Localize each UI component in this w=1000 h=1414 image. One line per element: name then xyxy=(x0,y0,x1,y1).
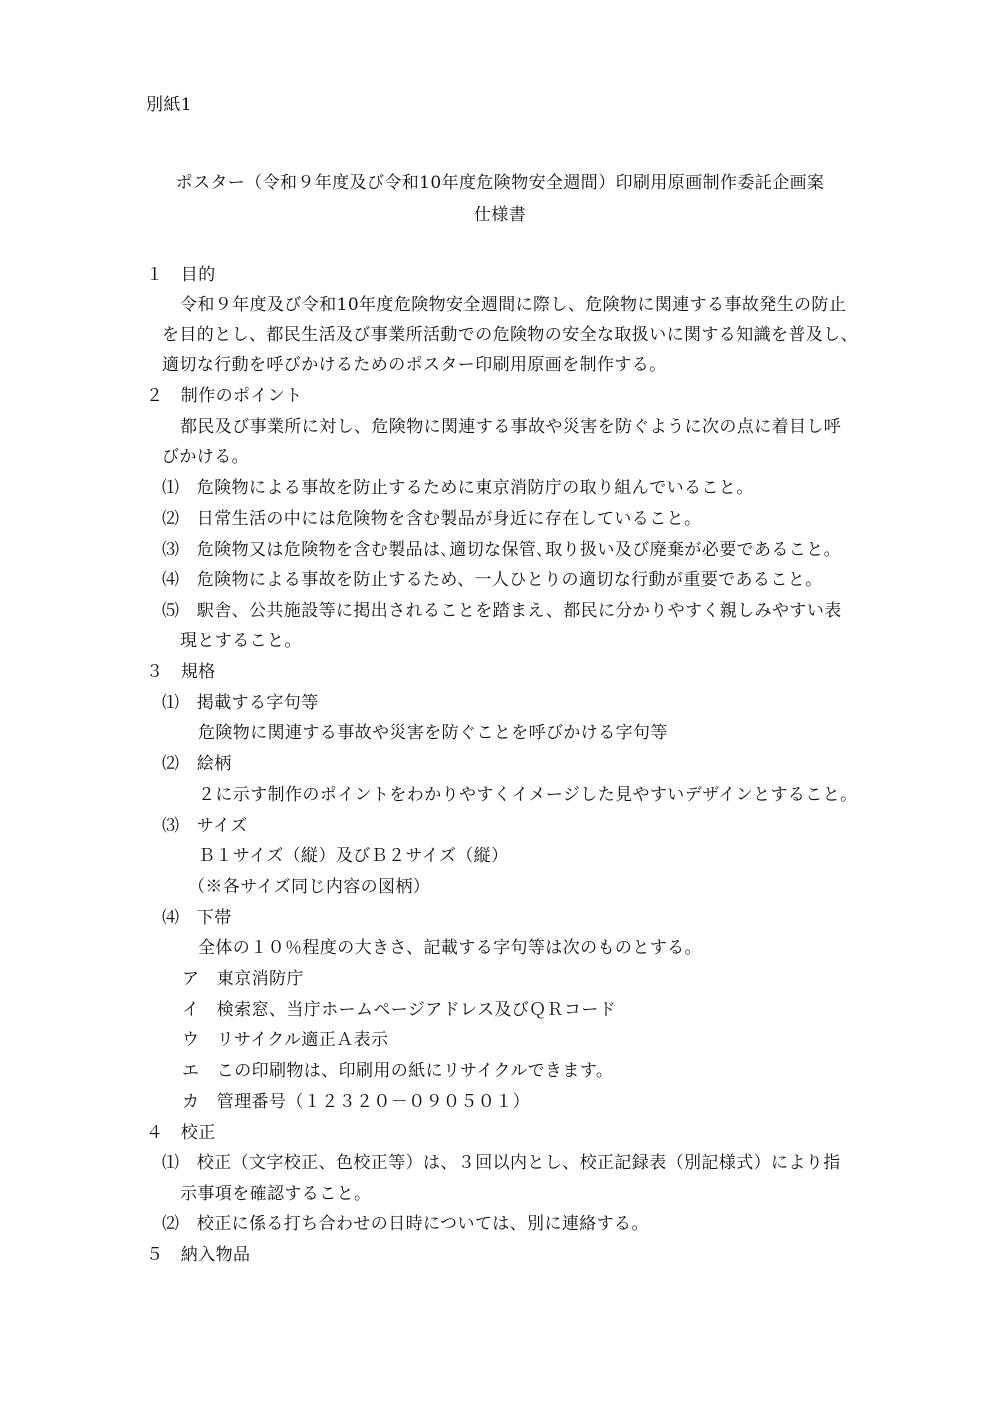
section-3-item-body: ２に示す制作のポイントをわかりやすくイメージした見やすいデザインとすること。 xyxy=(198,785,858,805)
attachment-label: 別紙1 xyxy=(146,95,193,115)
section-2-item: ⑵ 日常生活の中には危険物を含む製品が身近に存在していること。 xyxy=(162,509,702,529)
section-3-item-heading: ⑵ 絵柄 xyxy=(162,754,232,774)
section-3-heading: ３ 規格 xyxy=(146,662,216,682)
section-1-body-line: 令和９年度及び令和10年度危険物安全週間に際し、危険物に関連する事故発生の防止 xyxy=(180,295,847,315)
section-3-sublist-item: カ 管理番号（１２３２０－０９０５０１） xyxy=(182,1092,530,1112)
document-subtitle: 仕様書 xyxy=(473,205,527,225)
section-4-item-continuation: 示事項を確認すること。 xyxy=(180,1184,372,1204)
section-2-item: ⑴ 危険物による事故を防止するために東京消防庁の取り組んでいること。 xyxy=(162,478,754,498)
section-3-sublist-item: イ 検索窓、当庁ホームページアドレス及びＱＲコード xyxy=(182,1000,617,1020)
section-1-heading: １ 目的 xyxy=(146,265,216,285)
document-title: ポスター（令和９年度及び令和10年度危険物安全週間）印刷用原画制作委託企画案 xyxy=(175,173,825,193)
section-4-item: ⑵ 校正に係る打ち合わせの日時については、別に連絡する。 xyxy=(162,1214,649,1234)
section-3-item-heading: ⑴ 掲載する字句等 xyxy=(162,693,319,713)
section-2-item: ⑶ 危険物又は危険物を含む製品は､適切な保管､取り扱い及び廃棄が必要であること。 xyxy=(162,540,841,560)
section-1-body-line: 適切な行動を呼びかけるためのポスター印刷用原画を制作する。 xyxy=(162,355,667,375)
section-3-item-body: 全体の１０％程度の大きさ、記載する字句等は次のものとする。 xyxy=(198,938,702,958)
section-1-body-line: を目的とし、都民生活及び事業所活動での危険物の安全な取扱いに関する知識を普及し、 xyxy=(162,325,858,345)
section-4-item: ⑴ 校正（文字校正、色校正等）は、３回以内とし、校正記録表（別記様式）により指 xyxy=(162,1153,841,1173)
section-3-item-heading: ⑶ サイズ xyxy=(162,816,248,836)
section-2-heading: ２ 制作のポイント xyxy=(146,386,303,406)
section-4-heading: ４ 校正 xyxy=(146,1123,216,1143)
section-5-heading: ５ 納入物品 xyxy=(146,1245,251,1265)
section-2-intro-line: びかける。 xyxy=(162,447,249,467)
section-3-item-heading: ⑷ 下帯 xyxy=(162,908,232,928)
section-3-sublist-item: エ この印刷物は、印刷用の紙にリサイクルできます。 xyxy=(182,1061,614,1081)
section-3-item-note: （※各サイズ同じ内容の図柄） xyxy=(188,877,431,897)
section-2-item: ⑸ 駅舎、公共施設等に掲出されることを踏まえ、都民に分かりやすく親しみやすい表 xyxy=(162,601,842,621)
section-3-sublist-item: ア 東京消防庁 xyxy=(182,969,304,989)
section-2-item-continuation: 現とすること。 xyxy=(180,631,302,651)
section-3-item-body: 危険物に関連する事故や災害を防ぐことを呼びかける字句等 xyxy=(198,723,668,743)
section-2-intro-line: 都民及び事業所に対し、危険物に関連する事故や災害を防ぐように次の点に着目し呼 xyxy=(180,417,842,437)
section-3-item-body: Ｂ１サイズ（縦）及びＢ２サイズ（縦） xyxy=(198,846,509,866)
section-2-item: ⑷ 危険物による事故を防止するため、一人ひとりの適切な行動が重要であること。 xyxy=(162,570,823,590)
section-3-sublist-item: ウ リサイクル適正Ａ表示 xyxy=(182,1030,389,1050)
